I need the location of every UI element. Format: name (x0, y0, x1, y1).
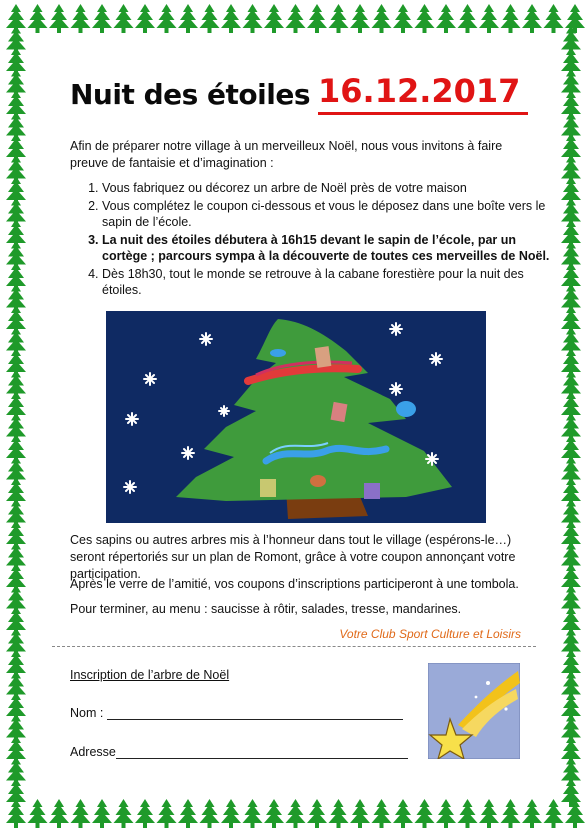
title-row (70, 72, 521, 118)
border-tree-icon (221, 4, 241, 33)
border-tree-icon (286, 799, 306, 828)
border-tree-icon (157, 799, 177, 828)
border-tree-icon (92, 4, 112, 33)
border-tree-icon (28, 4, 48, 33)
intro-paragraph: Afin de préparer notre village à un merveilleux Noël, nous vous invitons à faire preuve de fantaisie et d’imagination : (70, 139, 503, 170)
border-tree-icon (135, 4, 155, 33)
border-tree-icon (561, 778, 581, 807)
border-tree-icon (114, 799, 134, 828)
border-tree-icon (243, 4, 263, 33)
border-tree-icon (135, 799, 155, 828)
border-tree-icon (458, 799, 478, 828)
border-tree-icon (243, 799, 263, 828)
event-date: 16.12.2017 (318, 72, 521, 110)
border-tree-icon (415, 4, 435, 33)
address-label: Adresse (70, 745, 116, 759)
steps-list (70, 180, 554, 300)
border-tree-icon (264, 4, 284, 33)
step-item-highlight: 3. La nuit des étoiles débutera à 16h15 devant le sapin de l’école, par un cortège ; parcours sympa à la découverte de toutes ces merveilles de Noël. (102, 232, 554, 264)
border-tree-icon (28, 799, 48, 828)
date-underline (318, 112, 528, 115)
border-tree-icon (436, 799, 456, 828)
border-tree-icon (393, 4, 413, 33)
address-row (70, 744, 408, 759)
border-tree-icon (522, 4, 542, 33)
step-item: 4. Dès 18h30, tout le monde se retrouve à la cabane forestière pour la nuit des étoiles. (102, 266, 554, 298)
border-tree-icon (264, 799, 284, 828)
border-tree-icon (157, 4, 177, 33)
paragraph-menu: Pour terminer, au menu : saucisse à rôtir, salades, tresse, mandarines. (70, 602, 462, 616)
border-tree-icon (178, 799, 198, 828)
form-title: Inscription de l’arbre de Noël (70, 668, 230, 682)
border-tree-icon (372, 799, 392, 828)
border-tree-icon (415, 799, 435, 828)
step-item: 1. Vous fabriquez ou décorez un arbre de Noël près de votre maison (102, 180, 554, 196)
border-tree-icon (71, 799, 91, 828)
border-tree-icon (200, 4, 220, 33)
border-tree-icon (307, 799, 327, 828)
border-tree-icon (436, 4, 456, 33)
border-tree-icon (49, 799, 69, 828)
border-tree-icon (114, 4, 134, 33)
border-tree-icon (501, 799, 521, 828)
name-label: Nom : (70, 706, 104, 720)
border-tree-icon (221, 799, 241, 828)
border-tree-icon (479, 4, 499, 33)
border-tree-icon (71, 4, 91, 33)
border-tree-icon (522, 799, 542, 828)
paragraph-tombola: Après le verre de l’amitié, vos coupons d’inscriptions participeront à une tombola. (70, 577, 519, 591)
border-tree-icon (393, 799, 413, 828)
border-tree-icon (350, 4, 370, 33)
border-tree-icon (6, 778, 26, 807)
border-tree-icon (501, 4, 521, 33)
name-field[interactable] (107, 705, 403, 720)
address-field[interactable] (116, 744, 408, 759)
shooting-star-icon (428, 663, 520, 759)
border-tree-icon (200, 799, 220, 828)
tree-painting (106, 311, 486, 523)
border-tree-icon (350, 799, 370, 828)
border-tree-icon (286, 4, 306, 33)
border-tree-icon (92, 799, 112, 828)
cut-line (52, 646, 536, 647)
border-tree-icon (544, 4, 564, 33)
border-tree-icon (178, 4, 198, 33)
border-tree-icon (565, 799, 585, 828)
border-tree-icon (329, 4, 349, 33)
border-tree-icon (479, 799, 499, 828)
border-tree-icon (458, 4, 478, 33)
border-tree-icon (372, 4, 392, 33)
border-tree-icon (544, 799, 564, 828)
page-title: Nuit des étoiles (70, 78, 311, 111)
border-tree-icon (565, 4, 585, 33)
step-item: 2. Vous complétez le coupon ci-dessous et vous le déposez dans une boîte vers le sapin de l’école. (102, 198, 554, 230)
club-signature: Votre Club Sport Culture et Loisirs (339, 627, 521, 641)
paragraph-village: Ces sapins ou autres arbres mis à l’honneur dans tout le village (espérons-le…) seront répertoriés sur un plan de Romont, grâce à votre coupon annonçant votre participation. (70, 533, 516, 581)
border-tree-icon (329, 799, 349, 828)
border-tree-icon (49, 4, 69, 33)
name-row (70, 705, 403, 720)
border-tree-icon (307, 4, 327, 33)
